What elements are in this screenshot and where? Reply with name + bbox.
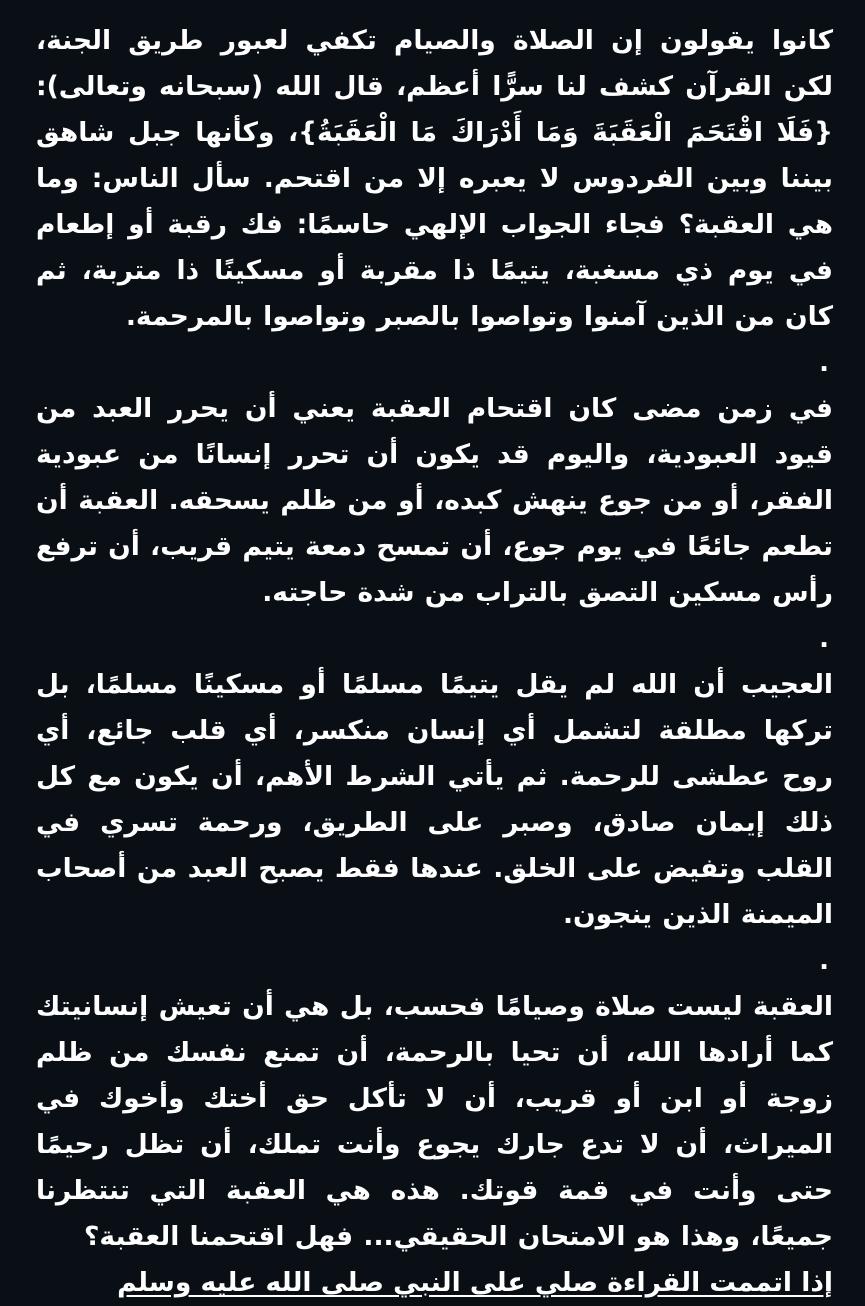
- separator-dot: .: [819, 348, 829, 378]
- paragraph-conclusion: العقبة ليست صلاة وصيامًا فحسب، بل هي أن تعيش إنسانيتك كما أرادها الله، أن تحيا بالرحمة، أن تمنع نفسك من ظلم زوجة أو ابن أو قريب، أن لا تأكل حق أختك وأخوك في الميراث، أن لا تدع جارك يجوع وأنت تملك، أن تظل رحيمًا حتى وأنت في قمة قوتك. هذه هي العقبة التي تنتظرنا جميعًا، وهذا هو الامتحان الحقيقي... فهل اقتحمنا العقبة؟: [36, 991, 833, 1252]
- separator-dot: .: [819, 946, 829, 976]
- paragraph-condition: العجيب أن الله لم يقل يتيمًا مسلمًا أو مسكينًا مسلمًا، بل تركها مطلقة لتشمل أي إنسان منكسر، أي قلب جائع، أي روح عطشى للرحمة. ثم يأتي الشرط الأهم، أن يكون مع كل ذلك إيمان صادق، وصبر على الطريق، ورحمة تسري في القلب وتفيض على الخلق. عندها فقط يصبح العبد من أصحاب الميمنة الذين ينجون.: [36, 669, 833, 930]
- closing-prayer-line: إذا اتممت القراءة صلي على النبي صلى الله عليه وسلم: [117, 1267, 833, 1298]
- article-body: [36, 18, 833, 1306]
- paragraph-intro: كانوا يقولون إن الصلاة والصيام تكفي لعبور طريق الجنة، لكن القرآن كشف لنا سرًّا أعظم، قال الله (سبحانه وتعالى): {فَلَا اقْتَحَمَ الْعَقَبَةَ وَمَا أَدْرَاكَ مَا الْعَقَبَةُ}، وكأنها جبل شاهق بيننا وبين الفردوس لا يعبره إلا من اقتحم. سأل الناس: وما هي العقبة؟ فجاء الجواب الإلهي حاسمًا: فك رقبة أو إطعام في يوم ذي مسغبة، يتيمًا ذا مقربة أو مسكينًا ذا متربة، ثم كان من الذين آمنوا وتواصوا بالصبر وتواصوا بالمرحمة.: [36, 25, 833, 332]
- separator-dot: .: [819, 624, 829, 654]
- paragraph-past-and-present: في زمن مضى كان اقتحام العقبة يعني أن يحرر العبد من قيود العبودية، واليوم قد يكون أن تحرر إنسانًا من عبودية الفقر، أو من جوع ينهش كبده، أو من ظلم يسحقه. العقبة أن تطعم جائعًا في يوم جوع، أن تمسح دمعة يتيم قريب، أن ترفع رأس مسكين التصق بالتراب من شدة حاجته.: [36, 393, 833, 608]
